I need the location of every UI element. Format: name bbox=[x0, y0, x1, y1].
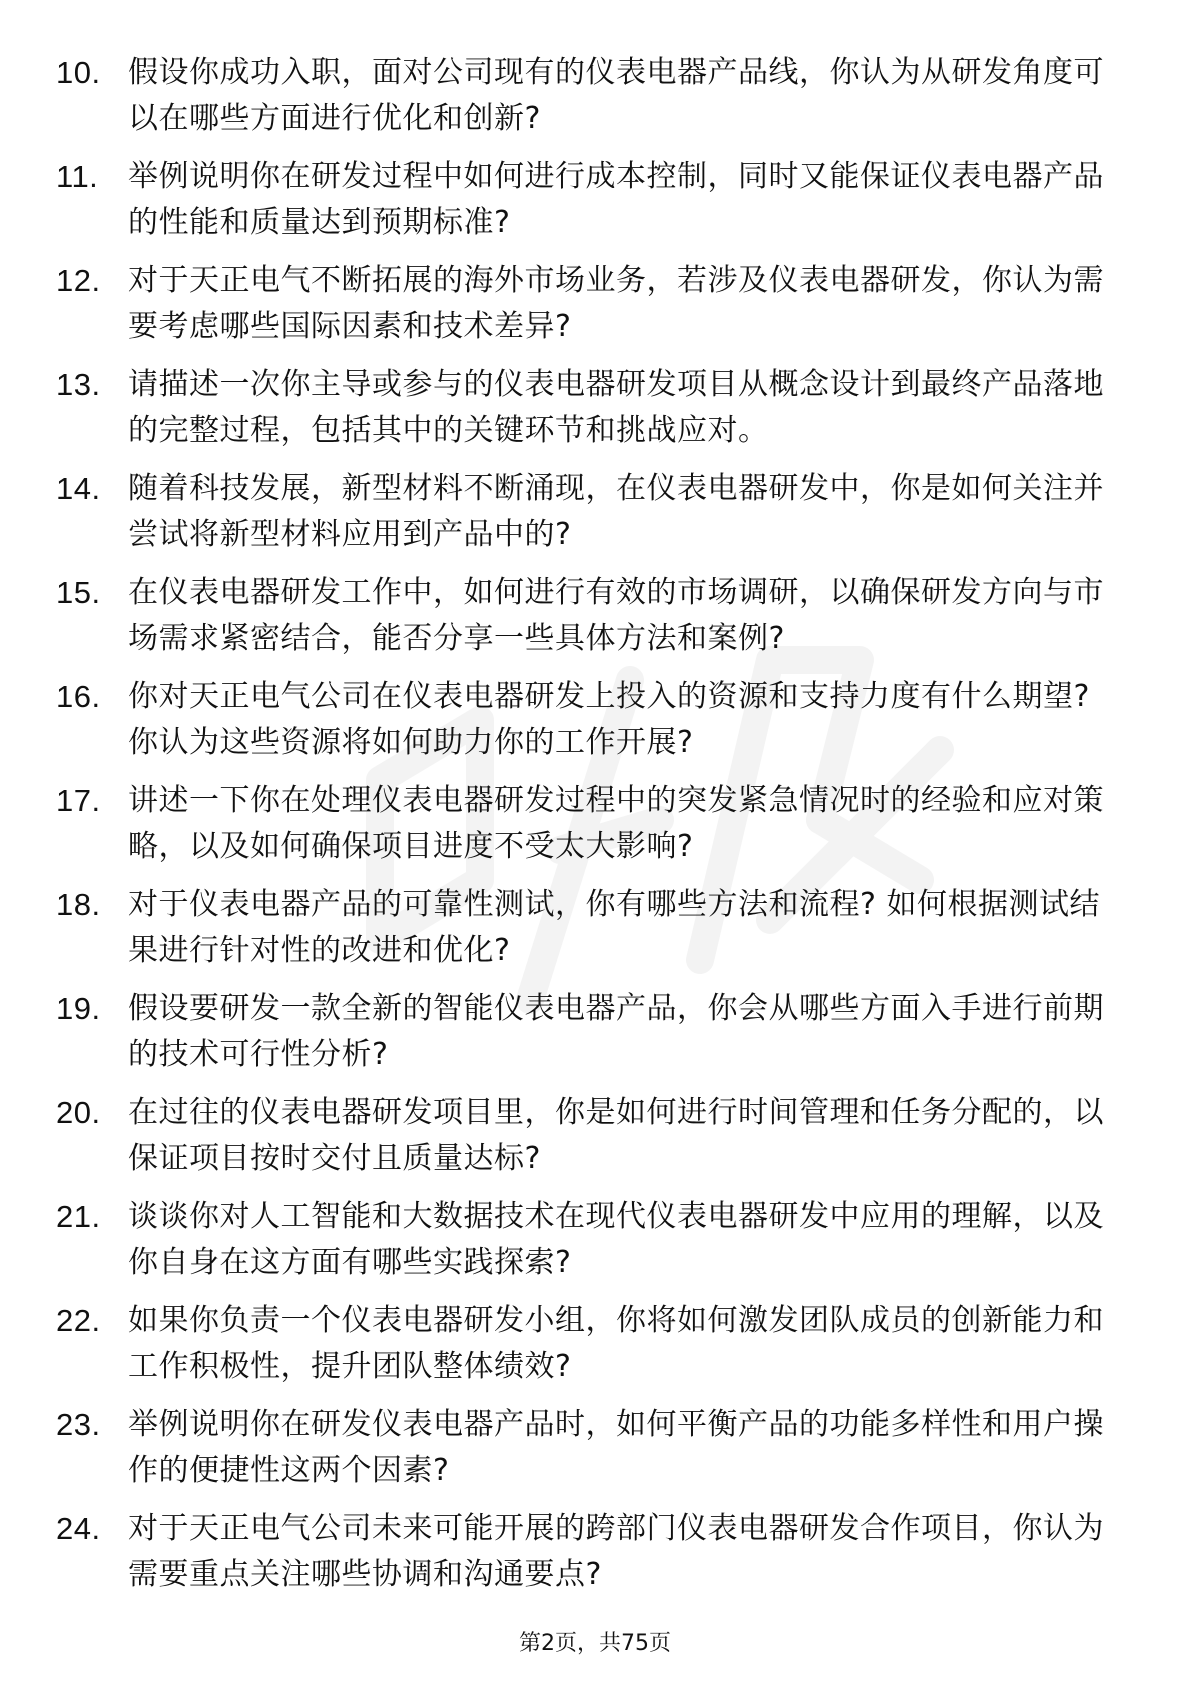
question-item bbox=[56, 1506, 1126, 1598]
question-text: 举例说明你在研发过程中如何进行成本控制，同时又能保证仪表电器产品的性能和质量达到预期标准? bbox=[128, 159, 1104, 240]
question-number: 13. bbox=[56, 367, 101, 402]
question-number: 20. bbox=[56, 1095, 101, 1130]
page-footer: 第2页，共75页 bbox=[519, 1631, 671, 1656]
question-number: 11. bbox=[56, 159, 99, 194]
question-number: 24. bbox=[56, 1511, 101, 1546]
question-number: 21. bbox=[56, 1199, 101, 1234]
question-text: 对于天正电气不断拓展的海外市场业务，若涉及仪表电器研发，你认为需要考虑哪些国际因素和技术差异? bbox=[128, 263, 1104, 344]
question-text: 在仪表电器研发工作中，如何进行有效的市场调研，以确保研发方向与市场需求紧密结合，能否分享一些具体方法和案例? bbox=[128, 575, 1104, 656]
question-text: 谈谈你对人工智能和大数据技术在现代仪表电器研发中应用的理解，以及你自身在这方面有哪些实践探索? bbox=[128, 1199, 1104, 1280]
question-text: 你对天正电气公司在仪表电器研发上投入的资源和支持力度有什么期望? 你认为这些资源将如何助力你的工作开展? bbox=[128, 679, 1090, 760]
question-number: 18. bbox=[56, 887, 101, 922]
question-text: 对于仪表电器产品的可靠性测试，你有哪些方法和流程? 如何根据测试结果进行针对性的改进和优化? bbox=[128, 887, 1100, 968]
question-item bbox=[56, 674, 1126, 766]
question-item bbox=[56, 1298, 1126, 1390]
question-item bbox=[56, 986, 1126, 1078]
question-item bbox=[56, 466, 1126, 558]
question-text: 讲述一下你在处理仪表电器研发过程中的突发紧急情况时的经验和应对策略，以及如何确保项目进度不受太大影响? bbox=[128, 783, 1104, 864]
question-number: 15. bbox=[56, 575, 101, 610]
question-text: 如果你负责一个仪表电器研发小组，你将如何激发团队成员的创新能力和工作积极性，提升团队整体绩效? bbox=[128, 1303, 1104, 1384]
question-item bbox=[56, 258, 1126, 350]
question-text: 假设你成功入职，面对公司现有的仪表电器产品线，你认为从研发角度可以在哪些方面进行优化和创新? bbox=[128, 55, 1104, 136]
question-list bbox=[56, 50, 1126, 1610]
question-text: 请描述一次你主导或参与的仪表电器研发项目从概念设计到最终产品落地的完整过程，包括其中的关键环节和挑战应对。 bbox=[128, 367, 1104, 448]
question-item bbox=[56, 778, 1126, 870]
question-text: 在过往的仪表电器研发项目里，你是如何进行时间管理和任务分配的，以保证项目按时交付且质量达标? bbox=[128, 1095, 1104, 1176]
question-text: 随着科技发展，新型材料不断涌现，在仪表电器研发中，你是如何关注并尝试将新型材料应用到产品中的? bbox=[128, 471, 1104, 552]
question-text: 假设要研发一款全新的智能仪表电器产品，你会从哪些方面入手进行前期的技术可行性分析? bbox=[128, 991, 1104, 1072]
question-number: 22. bbox=[56, 1303, 101, 1338]
question-text: 对于天正电气公司未来可能开展的跨部门仪表电器研发合作项目，你认为需要重点关注哪些协调和沟通要点? bbox=[128, 1511, 1104, 1592]
question-item bbox=[56, 1402, 1126, 1494]
question-number: 23. bbox=[56, 1407, 101, 1442]
question-item bbox=[56, 570, 1126, 662]
question-item bbox=[56, 50, 1126, 142]
question-item bbox=[56, 1090, 1126, 1182]
question-number: 14. bbox=[56, 471, 101, 506]
question-text: 举例说明你在研发仪表电器产品时，如何平衡产品的功能多样性和用户操作的便捷性这两个因素? bbox=[128, 1407, 1104, 1488]
question-number: 16. bbox=[56, 679, 101, 714]
question-item bbox=[56, 362, 1126, 454]
question-item bbox=[56, 882, 1126, 974]
question-item bbox=[56, 154, 1126, 246]
question-number: 10. bbox=[56, 55, 101, 90]
question-number: 17. bbox=[56, 783, 101, 818]
question-item bbox=[56, 1194, 1126, 1286]
question-number: 19. bbox=[56, 991, 101, 1026]
question-number: 12. bbox=[56, 263, 101, 298]
